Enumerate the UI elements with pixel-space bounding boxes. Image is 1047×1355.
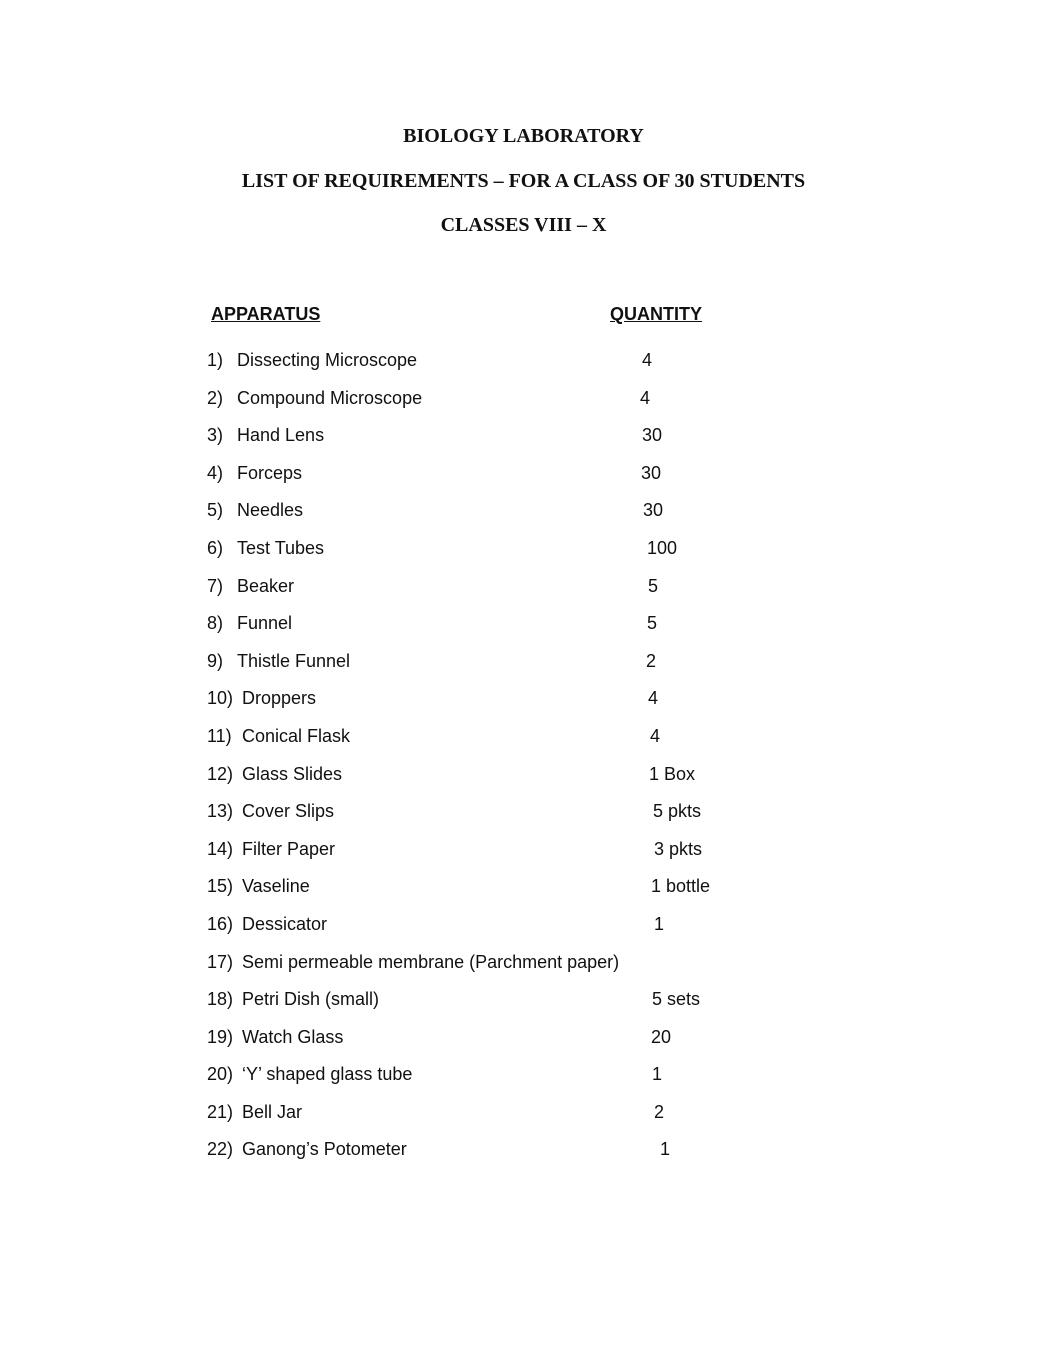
item-number: 21) (207, 1101, 234, 1122)
list-item (0, 874, 1047, 912)
item-name: Vaseline (242, 876, 310, 897)
item-name: Funnel (237, 613, 293, 634)
list-item (0, 1100, 1047, 1138)
item-name: Bell Jar (242, 1101, 303, 1122)
list-item (0, 423, 1047, 461)
item-name: Beaker (237, 575, 295, 596)
item-number: 4) (207, 462, 224, 483)
apparatus-column-header: APPARATUS (211, 304, 321, 324)
item-number: 11) (207, 725, 232, 746)
item-number: 15) (207, 876, 234, 897)
document-subtitle: LIST OF REQUIREMENTS – FOR A CLASS OF 30 STUDENTS (241, 170, 806, 192)
item-number: 22) (207, 1139, 234, 1160)
item-quantity: 20 (651, 1026, 672, 1047)
item-quantity: 30 (643, 500, 664, 521)
list-item (0, 611, 1047, 649)
item-name: Droppers (242, 688, 317, 709)
list-item (0, 1137, 1047, 1175)
list-item (0, 1062, 1047, 1100)
quantity-column-header: QUANTITY (610, 304, 702, 324)
item-number: 20) (207, 1064, 234, 1085)
item-quantity: 1 (654, 913, 665, 934)
item-name: Thistle Funnel (237, 650, 351, 671)
list-item (0, 1025, 1047, 1063)
item-number: 5) (207, 500, 224, 521)
item-name: Dessicator (242, 913, 328, 934)
item-name: ‘Y’ shaped glass tube (242, 1064, 413, 1085)
list-item (0, 837, 1047, 875)
item-number: 12) (207, 763, 234, 784)
item-number: 3) (207, 425, 224, 446)
item-quantity: 3 pkts (654, 838, 703, 859)
item-name: Conical Flask (242, 725, 351, 746)
item-name: Forceps (237, 462, 303, 483)
item-name: Needles (237, 500, 304, 521)
item-quantity: 1 (660, 1139, 671, 1160)
item-number: 17) (207, 951, 234, 972)
list-item (0, 536, 1047, 574)
item-quantity: 1 Box (649, 763, 696, 784)
item-name: Cover Slips (242, 801, 335, 822)
list-item (0, 348, 1047, 386)
item-number: 1) (207, 350, 224, 370)
item-quantity: 1 bottle (651, 876, 711, 897)
item-number: 9) (207, 650, 224, 671)
item-quantity: 4 (648, 688, 659, 709)
item-name: Compound Microscope (237, 387, 423, 408)
item-quantity: 100 (647, 537, 678, 558)
item-quantity: 4 (650, 725, 661, 746)
list-item (0, 950, 1047, 988)
item-quantity: 2 (654, 1101, 665, 1122)
item-number: 7) (207, 575, 224, 596)
item-quantity: 2 (646, 650, 657, 671)
list-item (0, 799, 1047, 837)
item-name: Glass Slides (242, 763, 343, 784)
item-quantity: 5 (648, 575, 659, 596)
item-name: Filter Paper (242, 838, 336, 859)
apparatus-list (0, 348, 1047, 1175)
list-item (0, 724, 1047, 762)
item-quantity: 5 pkts (653, 801, 702, 822)
item-number: 18) (207, 989, 234, 1010)
item-quantity: 4 (640, 387, 651, 408)
item-quantity: 4 (642, 350, 653, 370)
item-number: 10) (207, 688, 234, 709)
item-number: 2) (207, 387, 224, 408)
item-number: 19) (207, 1026, 234, 1047)
list-item (0, 574, 1047, 612)
item-number: 14) (207, 838, 234, 859)
classes-heading: CLASSES VIII – X (440, 214, 607, 236)
item-quantity: 5 sets (652, 989, 701, 1010)
list-item (0, 498, 1047, 536)
list-item (0, 762, 1047, 800)
item-number: 16) (207, 913, 234, 934)
item-quantity: 5 (647, 613, 658, 634)
item-number: 6) (207, 537, 224, 558)
document-title: BIOLOGY LABORATORY (403, 125, 644, 147)
list-item (0, 686, 1047, 724)
item-number: 8) (207, 613, 224, 634)
item-name: Semi permeable membrane (Parchment paper) (242, 951, 620, 972)
list-item (0, 649, 1047, 687)
list-item (0, 461, 1047, 499)
list-item (0, 912, 1047, 950)
item-number: 13) (207, 801, 234, 822)
item-quantity: 1 (652, 1064, 663, 1085)
list-item (0, 987, 1047, 1025)
item-quantity: 30 (641, 462, 662, 483)
item-name: Petri Dish (small) (242, 989, 380, 1010)
item-name: Watch Glass (242, 1026, 344, 1047)
item-name: Test Tubes (237, 537, 325, 558)
list-item (0, 386, 1047, 424)
item-name: Dissecting Microscope (237, 350, 418, 370)
item-name: Hand Lens (237, 425, 325, 446)
item-name: Ganong’s Potometer (242, 1139, 407, 1160)
item-quantity: 30 (642, 425, 663, 446)
